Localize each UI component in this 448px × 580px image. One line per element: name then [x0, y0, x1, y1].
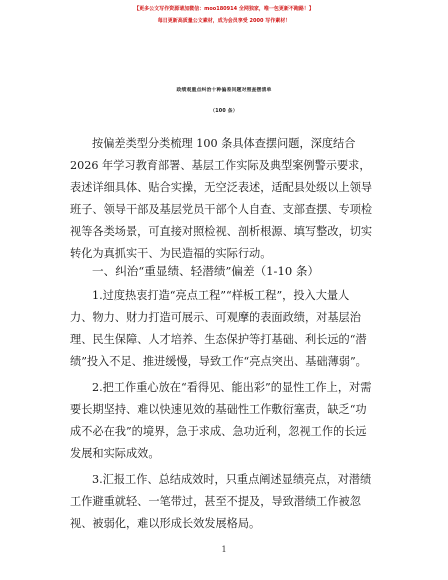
item-line: 发展和实际成效。 [70, 447, 160, 460]
section-heading: 一、纠治“重显绩、轻潜绩”偏差（1-10 条） [92, 264, 320, 278]
page-number: 1 [221, 545, 227, 554]
intro-line: 转化为真抓实干、为民造福的实际行动。 [70, 247, 272, 260]
document-title-count: （100 条） [210, 109, 238, 114]
item-line: 要长期坚持、难以快速见效的基础性工作敷衍塞责，缺乏“功 [70, 403, 367, 416]
intro-line: 按偏差类型分类梳理 100 条具体查摆问题，深度结合 [92, 137, 356, 150]
item-line: 1.过度热衷打造“亮点工程”“样板工程”，投入大量人 [92, 289, 350, 302]
item-line: 2.把工作重心放在“看得见、能出彩”的显性工作上，对需 [92, 381, 372, 394]
item-line: 绩”投入不足、推进缓慢，导致工作“亮点突出、基础薄弱”。 [70, 355, 367, 368]
item-line: 视、被弱化，难以形成长效发展格局。 [70, 517, 261, 530]
document-title: 政绩观重点纠治十种偏差问题对照查摆清单 [176, 88, 272, 93]
intro-line: 2026 年学习教育部署、基层工作实际及典型案例警示要求， [70, 159, 371, 172]
item-line: 工作避重就轻、一笔带过，甚至不提及，导致潜绩工作被忽 [70, 495, 361, 508]
intro-line: 班子、领导干部及基层党员干部个人自查、支部查摆、专项检 [70, 203, 373, 216]
item-line: 成不必在我”的境界，急于求成、急功近利，忽视工作的长远 [70, 425, 367, 438]
item-line: 3.汇报工作、总结成效时，只重点阐述显绩亮点，对潜绩 [92, 473, 372, 486]
promo-banner-line1: 【更多公文写作资源请加微信：moo180914 全网独家，唯一包更新不跑路！】 [134, 6, 314, 12]
intro-line: 表述详细具体、贴合实操，无空泛表述，适配县处级以上领导 [70, 181, 373, 194]
intro-line: 视等各类场景，可直接对照检视、剖析根源、填写整改，切实 [70, 225, 373, 238]
item-line: 理、民生保障、人才培养、生态保护等打基础、利长远的“潜 [70, 333, 367, 346]
promo-banner-line2: 每日更新高质量公文素材，成为会员享受 2000 写作素材！ [157, 18, 291, 24]
item-line: 力、物力、财力打造可展示、可观摩的表面政绩，对基层治 [70, 311, 361, 324]
